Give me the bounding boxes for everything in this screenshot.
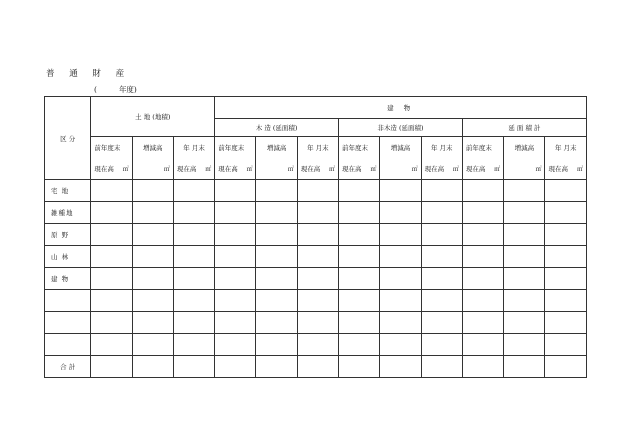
row-label: 建 物 xyxy=(45,268,91,290)
data-cell xyxy=(504,246,545,268)
data-cell xyxy=(545,356,587,378)
data-cell xyxy=(91,268,132,290)
row-label xyxy=(45,312,91,334)
data-cell xyxy=(215,246,256,268)
data-cell xyxy=(421,246,462,268)
data-cell xyxy=(380,268,421,290)
unit-label: ㎡ xyxy=(329,166,336,173)
data-cell xyxy=(462,356,503,378)
data-cell xyxy=(380,180,421,202)
data-cell xyxy=(297,334,338,356)
unit-label: ㎡ xyxy=(287,166,294,173)
data-cell xyxy=(545,180,587,202)
subheader-total-change xyxy=(504,137,545,180)
data-cell xyxy=(380,290,421,312)
data-cell xyxy=(91,312,132,334)
data-cell xyxy=(504,356,545,378)
data-cell xyxy=(462,180,503,202)
header-wooden: 木 造 (延面積) xyxy=(215,119,339,137)
unit-label: ㎡ xyxy=(411,166,418,173)
data-cell xyxy=(421,312,462,334)
data-cell xyxy=(132,356,173,378)
data-cell xyxy=(339,312,380,334)
table-row xyxy=(45,246,587,268)
table-row xyxy=(45,312,587,334)
data-cell xyxy=(297,356,338,378)
unit-label: ㎡ xyxy=(576,166,583,173)
data-cell xyxy=(173,246,214,268)
data-cell xyxy=(256,202,297,224)
unit-label: ㎡ xyxy=(246,166,253,173)
current-label: 現在高 xyxy=(94,165,114,173)
data-cell xyxy=(132,268,173,290)
data-cell xyxy=(462,246,503,268)
data-cell xyxy=(339,268,380,290)
data-cell xyxy=(462,334,503,356)
year-open-paren: ( xyxy=(94,85,97,94)
data-cell xyxy=(173,312,214,334)
prev-label: 前年度末 xyxy=(465,144,492,152)
total-row xyxy=(45,356,587,378)
data-cell xyxy=(173,290,214,312)
data-cell xyxy=(91,224,132,246)
unit-label: ㎡ xyxy=(494,166,501,173)
data-cell xyxy=(256,180,297,202)
data-cell xyxy=(132,224,173,246)
data-cell xyxy=(421,224,462,246)
data-cell xyxy=(215,268,256,290)
current-label: 現在高 xyxy=(465,165,486,173)
unit-label: ㎡ xyxy=(370,166,377,173)
subheader-wooden-end xyxy=(297,137,338,180)
data-cell xyxy=(132,202,173,224)
data-cell xyxy=(132,334,173,356)
data-cell xyxy=(256,356,297,378)
total-row-label: 合 計 xyxy=(45,356,91,378)
data-cell xyxy=(215,202,256,224)
year-label: 年度) xyxy=(118,85,137,94)
data-cell xyxy=(421,268,462,290)
data-cell xyxy=(339,180,380,202)
data-cell xyxy=(215,356,256,378)
data-cell xyxy=(132,290,173,312)
table-row xyxy=(45,268,587,290)
data-cell xyxy=(256,268,297,290)
data-cell xyxy=(215,312,256,334)
data-cell xyxy=(297,180,338,202)
unit-label: ㎡ xyxy=(122,166,129,173)
subheader-nonwooden-change xyxy=(380,137,421,180)
data-cell xyxy=(256,246,297,268)
data-cell xyxy=(339,202,380,224)
unit-label: ㎡ xyxy=(163,166,170,173)
change-label: 増減高 xyxy=(143,144,163,152)
subheader-wooden-change xyxy=(256,137,297,180)
data-cell xyxy=(215,224,256,246)
current-label: 現在高 xyxy=(300,165,321,173)
data-cell xyxy=(297,268,338,290)
data-cell xyxy=(132,246,173,268)
end-label: 年 月末 xyxy=(183,144,205,152)
data-cell xyxy=(462,290,503,312)
subheader-nonwooden-prev xyxy=(339,137,380,180)
table-row xyxy=(45,202,587,224)
data-cell xyxy=(173,334,214,356)
prev-label: 前年度末 xyxy=(218,144,245,152)
data-cell xyxy=(504,202,545,224)
data-cell xyxy=(545,334,587,356)
row-label: 雑種地 xyxy=(45,202,91,224)
table-row xyxy=(45,224,587,246)
table-row xyxy=(45,290,587,312)
subheader-land-change xyxy=(132,137,173,180)
data-cell xyxy=(504,180,545,202)
data-cell xyxy=(91,246,132,268)
data-cell xyxy=(173,268,214,290)
data-cell xyxy=(173,180,214,202)
data-cell xyxy=(215,180,256,202)
data-cell xyxy=(462,312,503,334)
data-cell xyxy=(421,180,462,202)
data-cell xyxy=(173,202,214,224)
current-label: 現在高 xyxy=(218,165,238,173)
data-cell xyxy=(421,334,462,356)
header-total-area: 延 面 積 計 xyxy=(462,119,586,137)
data-cell xyxy=(380,356,421,378)
data-cell xyxy=(504,268,545,290)
end-label: 年 月末 xyxy=(554,144,577,152)
data-cell xyxy=(215,290,256,312)
data-cell xyxy=(132,312,173,334)
data-cell xyxy=(297,312,338,334)
data-cell xyxy=(339,246,380,268)
data-cell xyxy=(256,224,297,246)
data-cell xyxy=(256,334,297,356)
end-label: 年 月末 xyxy=(307,144,329,152)
data-cell xyxy=(545,268,587,290)
subheader-total-end xyxy=(545,137,587,180)
data-cell xyxy=(91,202,132,224)
data-cell xyxy=(297,202,338,224)
data-cell xyxy=(421,202,462,224)
data-cell xyxy=(339,224,380,246)
unit-label: ㎡ xyxy=(452,166,459,173)
data-cell xyxy=(462,224,503,246)
data-cell xyxy=(297,290,338,312)
data-cell xyxy=(132,180,173,202)
subheader-land-end xyxy=(173,137,214,180)
current-label: 現在高 xyxy=(342,165,362,173)
data-cell xyxy=(380,224,421,246)
change-label: 増減高 xyxy=(514,144,535,152)
subheader-wooden-prev xyxy=(215,137,256,180)
current-label: 現在高 xyxy=(424,165,445,173)
page-title: 普 通 財 産 xyxy=(46,69,131,79)
data-cell xyxy=(173,356,214,378)
header-kubun: 区 分 xyxy=(45,97,91,180)
data-cell xyxy=(504,224,545,246)
end-label: 年 月末 xyxy=(430,144,453,152)
data-cell xyxy=(421,356,462,378)
data-cell xyxy=(380,246,421,268)
unit-label: ㎡ xyxy=(535,166,542,173)
data-cell xyxy=(545,312,587,334)
unit-label: ㎡ xyxy=(205,166,212,173)
data-cell xyxy=(545,224,587,246)
data-cell xyxy=(256,312,297,334)
data-cell xyxy=(462,268,503,290)
property-table xyxy=(44,96,587,378)
data-cell xyxy=(462,202,503,224)
data-cell xyxy=(545,246,587,268)
prev-label: 前年度末 xyxy=(342,144,369,152)
data-cell xyxy=(91,290,132,312)
change-label: 増減高 xyxy=(390,144,411,152)
header-land: 土 地 (地積) xyxy=(91,97,215,137)
data-cell xyxy=(339,290,380,312)
subheader-nonwooden-end xyxy=(421,137,462,180)
data-cell xyxy=(380,202,421,224)
data-cell xyxy=(339,356,380,378)
data-cell xyxy=(215,334,256,356)
prev-label: 前年度末 xyxy=(94,144,121,152)
table-row xyxy=(45,180,587,202)
row-label xyxy=(45,290,91,312)
data-cell xyxy=(421,290,462,312)
fiscal-year-line xyxy=(94,84,137,95)
row-label: 宅 地 xyxy=(45,180,91,202)
row-label xyxy=(45,334,91,356)
subheader-total-prev xyxy=(462,137,503,180)
table-row xyxy=(45,334,587,356)
data-cell xyxy=(545,202,587,224)
row-label: 山 林 xyxy=(45,246,91,268)
data-cell xyxy=(380,334,421,356)
data-cell xyxy=(504,334,545,356)
data-cell xyxy=(91,356,132,378)
header-building: 建 物 xyxy=(215,97,587,119)
current-label: 現在高 xyxy=(176,165,197,173)
data-cell xyxy=(504,312,545,334)
data-cell xyxy=(339,334,380,356)
header-nonwooden: 非木造 (延面積) xyxy=(339,119,463,137)
change-label: 増減高 xyxy=(266,144,287,152)
data-cell xyxy=(256,290,297,312)
subheader-row xyxy=(45,137,587,180)
data-cell xyxy=(297,246,338,268)
row-label: 原 野 xyxy=(45,224,91,246)
data-cell xyxy=(297,224,338,246)
data-cell xyxy=(91,180,132,202)
current-label: 現在高 xyxy=(548,165,568,173)
subheader-land-prev xyxy=(91,137,132,180)
data-cell xyxy=(504,290,545,312)
data-cell xyxy=(173,224,214,246)
data-cell xyxy=(545,290,587,312)
data-cell xyxy=(91,334,132,356)
data-cell xyxy=(380,312,421,334)
